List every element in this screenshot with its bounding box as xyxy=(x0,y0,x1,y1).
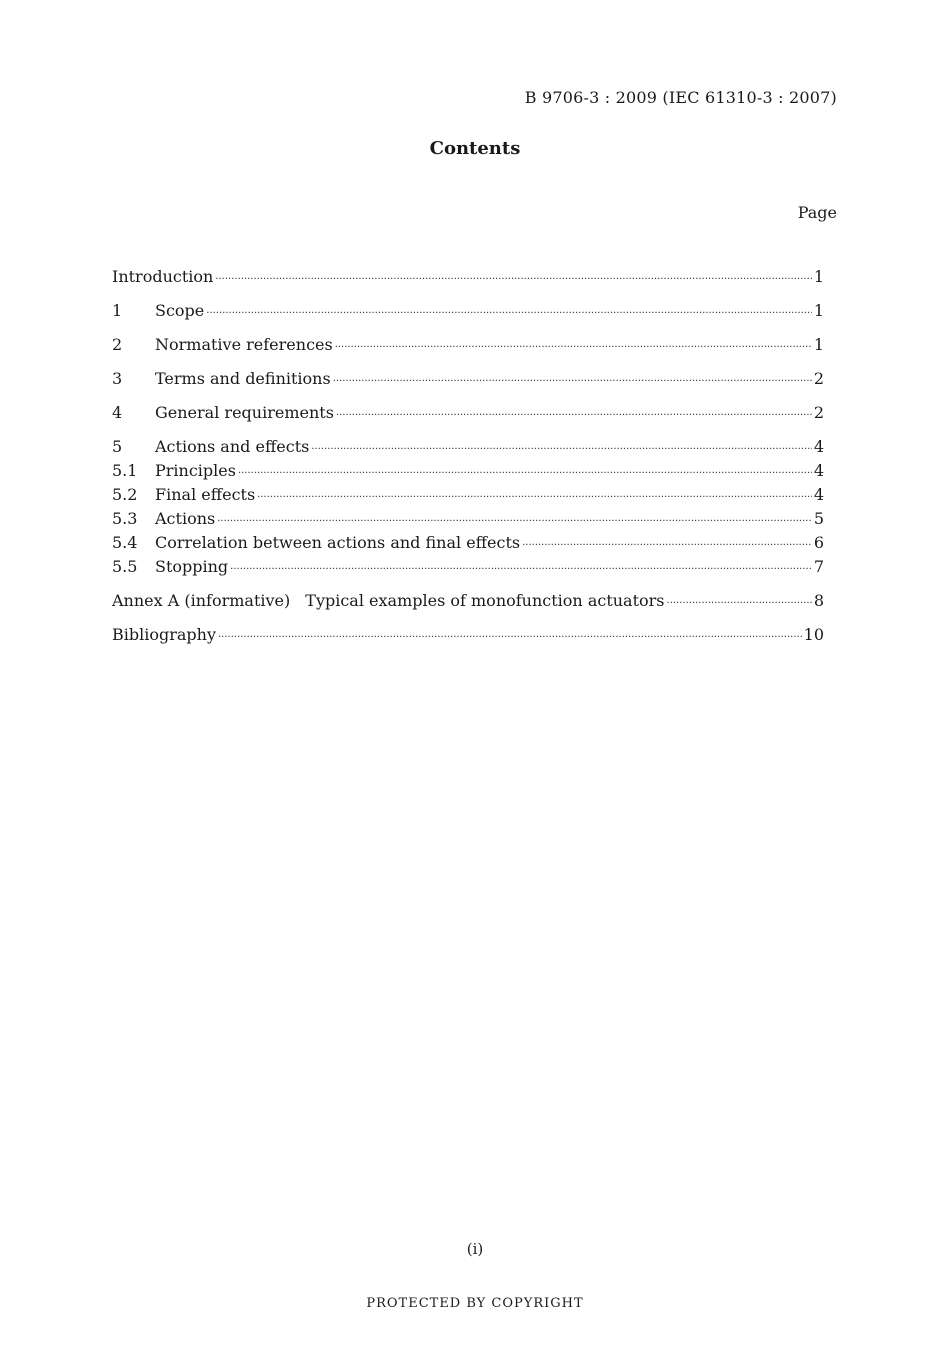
toc-entry-annex-label: Annex A (informative) xyxy=(112,591,291,610)
toc-entry-number: 5.5 xyxy=(112,557,138,576)
leader-dots xyxy=(218,626,802,650)
leader-dots xyxy=(522,534,812,558)
page-folio: (i) xyxy=(466,1240,484,1258)
page-column-label: Page xyxy=(797,203,837,222)
toc-entry-scope[interactable] xyxy=(112,299,824,323)
toc-entry-number: 5.3 xyxy=(112,509,138,528)
toc-entry-actions[interactable] xyxy=(112,507,824,531)
toc-entry-label: Scope xyxy=(155,301,205,320)
toc-entry-page: 1 xyxy=(813,267,824,286)
leader-dots xyxy=(257,486,812,510)
toc-entry-label: Actions xyxy=(155,509,216,528)
toc-entry-label: Bibliography xyxy=(112,625,216,644)
toc-entry-number: 5.1 xyxy=(112,461,138,480)
toc-entry-bibliography[interactable] xyxy=(112,623,824,647)
leader-dots xyxy=(238,462,812,486)
toc-entry-page: 6 xyxy=(813,533,824,552)
toc-entry-page: 10 xyxy=(803,625,824,644)
toc-entry-final-effects[interactable] xyxy=(112,483,824,507)
toc-entry-label: Final effects xyxy=(155,485,256,504)
toc-entry-introduction[interactable] xyxy=(112,265,824,289)
toc-entry-page: 4 xyxy=(813,437,824,456)
toc-entry-stopping[interactable] xyxy=(112,555,824,579)
leader-dots xyxy=(230,558,812,582)
toc-entry-label: Typical examples of monofunction actuators xyxy=(305,591,665,610)
toc-entry-label: Introduction xyxy=(112,267,214,286)
leader-dots xyxy=(215,268,811,292)
toc-entry-correlation[interactable] xyxy=(112,531,824,555)
leader-dots xyxy=(335,336,812,360)
leader-dots xyxy=(311,438,811,462)
toc-entry-label: Stopping xyxy=(155,557,229,576)
toc-entry-actions-and-effects[interactable] xyxy=(112,435,824,459)
toc-entry-number: 1 xyxy=(112,301,123,320)
toc-entry-page: 7 xyxy=(813,557,824,576)
toc-entry-page: 1 xyxy=(813,301,824,320)
document-id: B 9706-3 : 2009 (IEC 61310-3 : 2007) xyxy=(524,88,837,107)
toc-entry-number: 5.4 xyxy=(112,533,138,552)
toc-entry-page: 1 xyxy=(813,335,824,354)
toc-entry-page: 2 xyxy=(813,403,824,422)
toc-entry-terms-and-definitions[interactable] xyxy=(112,367,824,391)
leader-dots xyxy=(206,302,812,326)
page-title: Contents xyxy=(429,138,521,159)
toc-entry-label: Terms and definitions xyxy=(155,369,331,388)
toc-entry-general-requirements[interactable] xyxy=(112,401,824,425)
toc-entry-page: 2 xyxy=(813,369,824,388)
toc-entry-number: 3 xyxy=(112,369,123,388)
leader-dots xyxy=(336,404,812,428)
leader-dots xyxy=(333,370,812,394)
table-of-contents xyxy=(112,265,824,647)
toc-entry-page: 4 xyxy=(813,461,824,480)
toc-entry-number: 2 xyxy=(112,335,123,354)
toc-entry-label: General requirements xyxy=(155,403,334,422)
toc-entry-number: 4 xyxy=(112,403,123,422)
toc-entry-label: Correlation between actions and final effects xyxy=(155,533,521,552)
toc-entry-label: Normative references xyxy=(155,335,333,354)
copyright-footer: PROTECTED BY COPYRIGHT xyxy=(366,1296,584,1311)
toc-entry-annex-a[interactable] xyxy=(112,589,824,613)
toc-entry-page: 8 xyxy=(813,591,824,610)
leader-dots xyxy=(667,592,812,616)
toc-entry-number: 5.2 xyxy=(112,485,138,504)
toc-entry-principles[interactable] xyxy=(112,459,824,483)
toc-entry-normative-references[interactable] xyxy=(112,333,824,357)
toc-entry-page: 4 xyxy=(813,485,824,504)
toc-entry-page: 5 xyxy=(813,509,824,528)
toc-entry-number: 5 xyxy=(112,437,123,456)
toc-entry-label: Actions and effects xyxy=(155,437,310,456)
toc-entry-label: Principles xyxy=(155,461,236,480)
